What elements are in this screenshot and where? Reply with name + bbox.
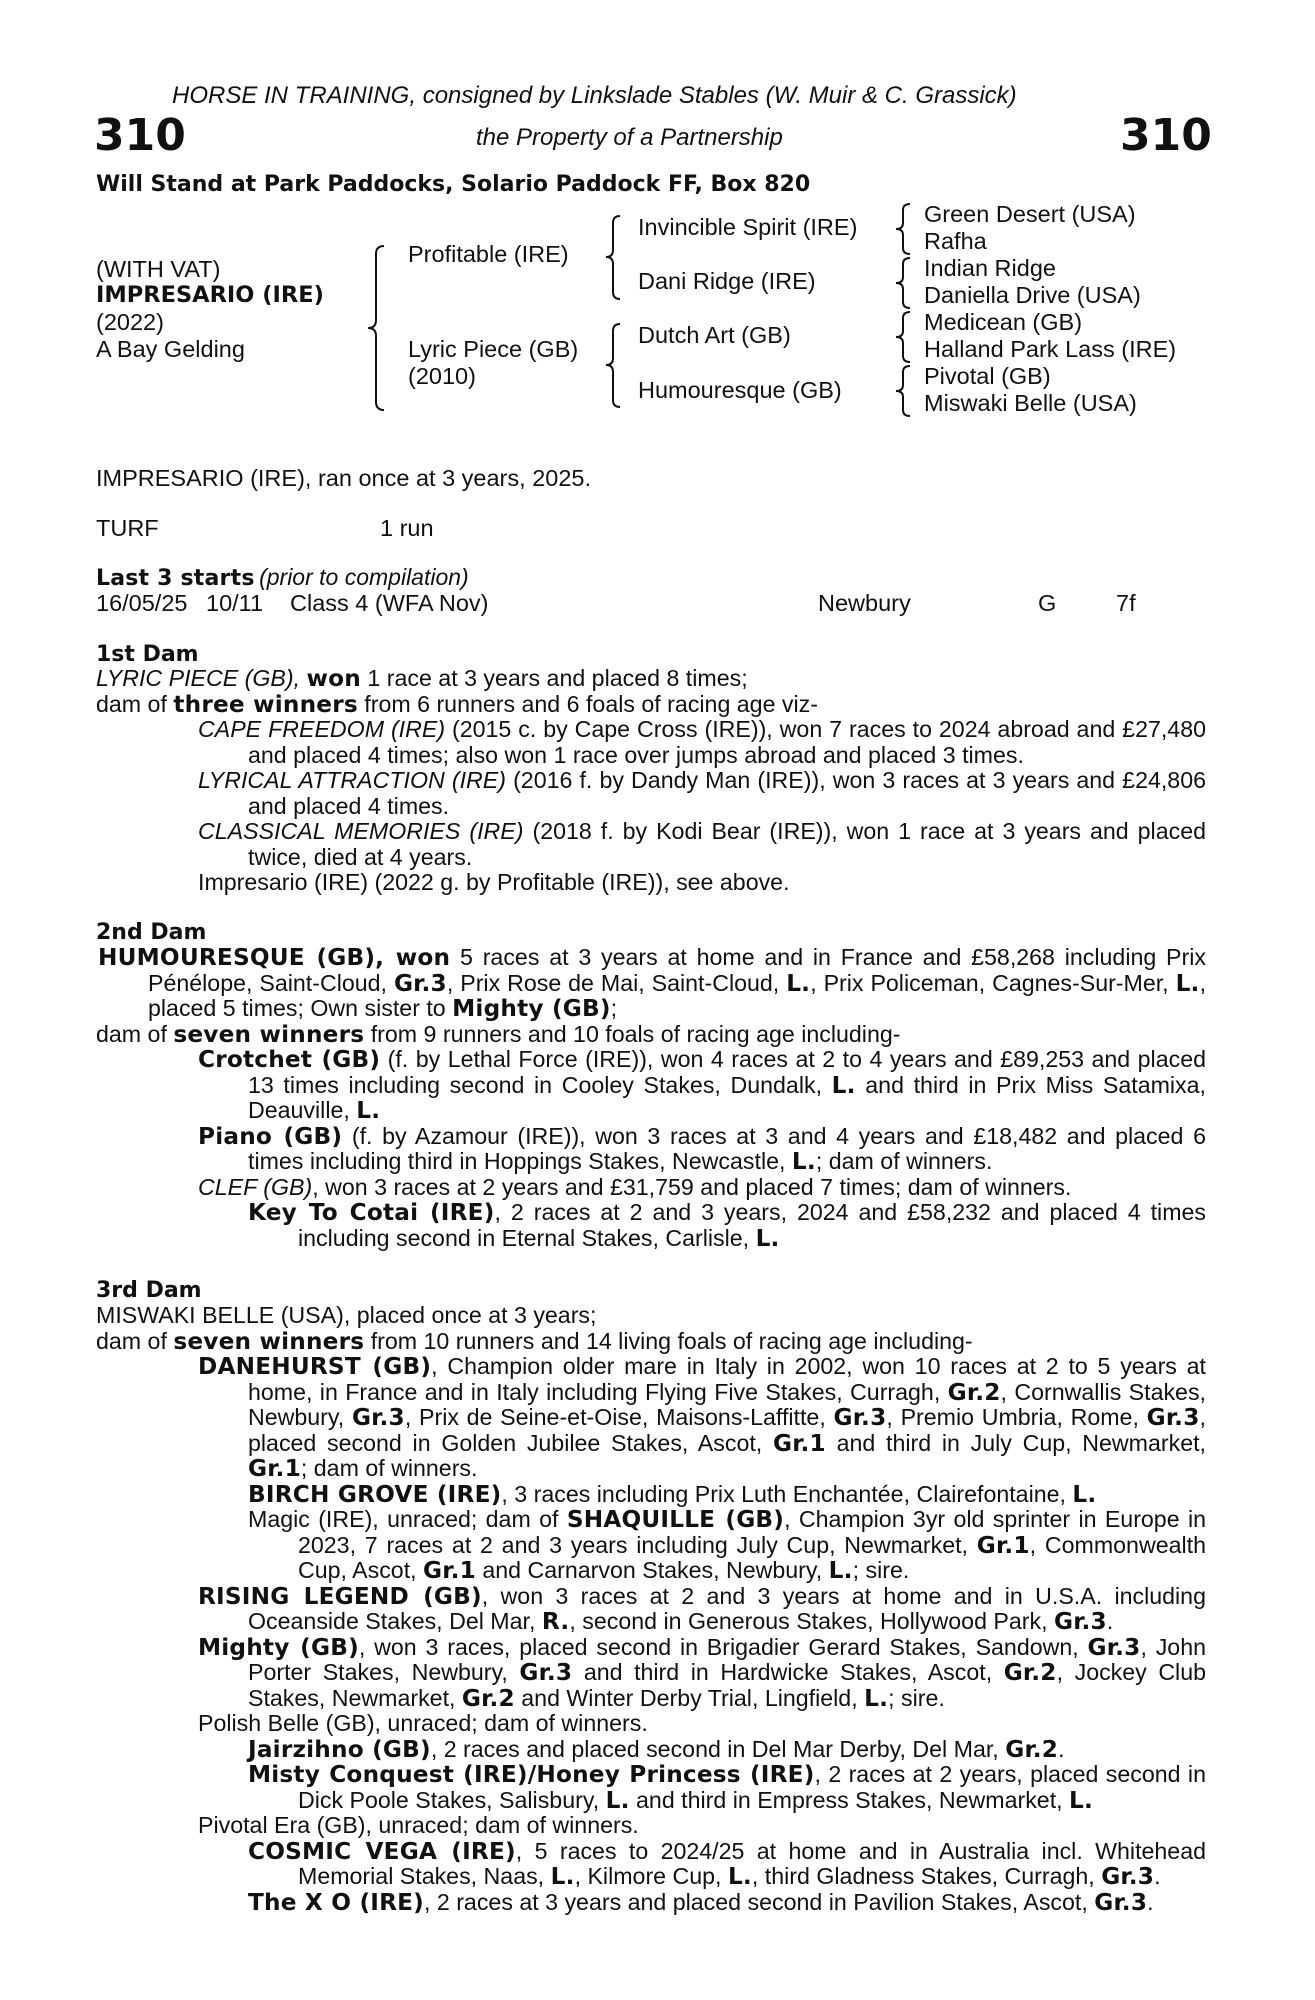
second-dam-text: HUMOURESQUE (GB), won 5 races at 3 years at home and in France and £58,268 including Prix Pénélope, Saint-Cloud, Gr.3, Prix Rose de Mai, Saint-Cloud, L., Prix Policeman, Cagnes-Sur-Mer, L., placed 5 times; Own sister to Mighty (GB); dam of seven winners from 9 runners and 10 foals of racing age including- Crotchet (GB) (f. by Lethal Force (IRE)), won 4 races at 2 to 4 years and £89,253 and placed 13 times including second in Cooley Stakes, Dundalk, L. and third in Prix Miss Satamixa, Deauville, L. Piano (GB) (f. by Azamour (IRE)), won 3 races at 3 and 4 years and £18,482 and placed 6 times including third in Hoppings Stakes, Newcastle, L.; dam of winners. CLEF (GB), won 3 races at 2 years and £31,759 and placed 7 times; dam of winners. Key To Cotai (IRE), 2 races at 2 and 3 years, 2024 and £58,232 and placed 4 times including second in Eternal Stakes, Carlisle, L. <box>96 944 1207 1252</box>
progeny-polish-belle: Polish Belle (GB), unraced; dam of winners. <box>198 1710 648 1736</box>
sire-name: Profitable (IRE) <box>408 241 569 267</box>
progeny-cape-freedom: CAPE FREEDOM (IRE) (2015 c. by Cape Cross (IRE)), won 7 races to 2024 abroad and £27,480 and placed 4 times; also won 1 race over jumps abroad and placed 3 times. <box>198 716 1206 768</box>
third-dam-heading: 3rd Dam <box>96 1278 202 1303</box>
horse-description: A Bay Gelding <box>96 336 245 362</box>
grandprogeny-jairzihno: Jairzihno (GB), 2 races and placed second in Del Mar Derby, Del Mar, Gr.2. <box>248 1735 1065 1763</box>
vat-note: (WITH VAT) <box>96 256 221 282</box>
progeny-mighty: Mighty (GB), won 3 races, placed second in Brigadier Gerard Stakes, Sandown, Gr.3, John Porter Stakes, Newbury, Gr.3 and third in Hardwicke Stakes, Ascot, Gr.2, Jockey Club Stakes, Newmarket, Gr.2 and Winter Derby Trial, Lingfield, L.; sire. <box>198 1633 1207 1712</box>
last-starts-heading-line <box>96 564 469 591</box>
header-consignor: HORSE IN TRAINING, consigned by Linkslade Stables (W. Muir & C. Grassick) <box>172 82 1017 109</box>
progeny-clef: CLEF (GB), won 3 races at 2 years and £31,759 and placed 7 times; dam of winners. <box>198 1173 1072 1200</box>
horse-year: (2022) <box>96 309 164 335</box>
grandprogeny-magic: Magic (IRE), unraced; dam of SHAQUILLE (GB), Champion 3yr old sprinter in Europe in 2023, 7 races at 2 and 3 years including July Cup, Newmarket, Gr.1, Commonwealth Cup, Ascot, Gr.1 and Carnarvon Stakes, Newbury, L.; sire. <box>248 1506 1206 1584</box>
dam-dam-dam: Miswaki Belle (USA) <box>924 390 1137 416</box>
sire-sire-dam: Rafha <box>924 228 987 254</box>
lot-number-right: 310 <box>1120 110 1212 161</box>
brace-sire <box>602 214 626 302</box>
start-position: 10/11 <box>206 590 264 616</box>
lot-number-left: 310 <box>94 110 186 161</box>
dam-sire: Dutch Art (GB) <box>638 322 791 348</box>
progeny-lyrical-attraction: LYRICAL ATTRACTION (IRE) (2016 f. by Dandy Man (IRE)), won 3 races at 3 years and £24,806 and placed 4 times. <box>198 767 1206 819</box>
sire-sire-sire: Green Desert (USA) <box>924 201 1136 227</box>
progeny-pivotal-era: Pivotal Era (GB), unraced; dam of winners. <box>198 1812 639 1838</box>
surface-label: TURF <box>96 515 159 541</box>
dam-sire-dam: Halland Park Lass (IRE) <box>924 336 1177 362</box>
grandprogeny-cosmic-vega: COSMIC VEGA (IRE), 5 races to 2024/25 at home and in Australia incl. Whitehead Memorial Stakes, Naas, L., Kilmore Cup, L., third Gladness Stakes, Curragh, Gr.3. <box>248 1837 1206 1890</box>
dam-year: (2010) <box>408 363 476 389</box>
surface-runs: 1 run <box>380 515 434 541</box>
start-distance: 7f <box>1116 590 1136 616</box>
grandprogeny-the-x-o: The X O (IRE), 2 races at 3 years and placed second in Pavilion Stakes, Ascot, Gr.3. <box>248 1888 1154 1916</box>
start-class: Class 4 (WFA Nov) <box>290 590 489 616</box>
progeny-crotchet: Crotchet (GB) (f. by Lethal Force (IRE)), won 4 races at 2 to 4 years and £89,253 and placed 13 times including second in Cooley Stakes, Dundalk, L. and third in Prix Miss Satamixa, Deauville, L. <box>198 1046 1206 1124</box>
dam-dam-sire: Pivotal (GB) <box>924 363 1051 389</box>
progeny-classical-memories: CLASSICAL MEMORIES (IRE) (2018 f. by Kodi Bear (IRE)), won 1 race at 3 years and placed twice, died at 4 years. <box>198 818 1206 870</box>
last-starts-note: (prior to compilation) <box>259 564 469 590</box>
first-dam-text: LYRIC PIECE (GB), won 1 race at 3 years and placed 8 times; dam of three winners from 6 runners and 6 foals of racing age viz- CAPE FREEDOM (IRE) (2015 c. by Cape Cross (IRE)), won 7 races to 2024 abroad and £27,480 and placed 4 times; also won 1 race over jumps abroad and placed 3 times. LYRICAL ATTRACTION (IRE) (2016 f. by Dandy Man (IRE)), won 3 races at 3 years and £24,806 and placed 4 times. CLASSICAL MEMORIES (IRE) (2018 f. by Kodi Bear (IRE)), won 1 race at 3 years and placed twice, died at 4 years. Impresario (IRE) (2022 g. by Profitable (IRE)), see above. <box>96 665 1206 895</box>
progeny-impresario: Impresario (IRE) (2022 g. by Profitable (IRE)), see above. <box>198 869 790 895</box>
second-dam-heading: 2nd Dam <box>96 920 207 945</box>
progeny-piano: Piano (GB) (f. by Azamour (IRE)), won 3 races at 3 and 4 years and £18,482 and placed 6 times including third in Hoppings Stakes, Newcastle, L.; dam of winners. <box>198 1122 1206 1175</box>
venue-line: Will Stand at Park Paddocks, Solario Paddock FF, Box 820 <box>96 172 811 197</box>
grandprogeny-key-to-cotai: Key To Cotai (IRE), 2 races at 2 and 3 years, 2024 and £58,232 and placed 4 times including second in Eternal Stakes, Carlisle, L. <box>248 1199 1206 1252</box>
grandprogeny-birch-grove: BIRCH GROVE (IRE), 3 races including Prix Luth Enchantée, Clairefontaine, L. <box>248 1480 1097 1508</box>
brace-ds <box>892 310 916 364</box>
dam-sire-sire: Medicean (GB) <box>924 309 1083 335</box>
brace-dd <box>892 364 916 418</box>
sire-sire: Invincible Spirit (IRE) <box>638 214 858 240</box>
sire-dam: Dani Ridge (IRE) <box>638 268 816 294</box>
race-record-summary: IMPRESARIO (IRE), ran once at 3 years, 2025. <box>96 465 592 491</box>
brace-ss <box>892 202 916 256</box>
progeny-rising-legend: RISING LEGEND (GB), won 3 races at 2 and 3 years at home and in U.S.A. including Oceanside Stakes, Del Mar, R., second in Generous Stakes, Hollywood Park, Gr.3. <box>198 1582 1206 1635</box>
third-dam-text: MISWAKI BELLE (USA), placed once at 3 years; dam of seven winners from 10 runners and 14 living foals of racing age including- DANEHURST (GB), Champion older mare in Italy in 2002, won 10 races at 2 to 5 years at home, in France and in Italy including Flying Five Stakes, Curragh, Gr.2, Cornwallis Stakes, Newbury, Gr.3, Prix de Seine-et-Oise, Maisons-Laffitte, Gr.3, Premio Umbria, Rome, Gr.3, placed second in Golden Jubilee Stakes, Ascot, Gr.1 and third in July Cup, Newmarket, Gr.1; dam of winners. BIRCH GROVE (IRE), 3 races including Prix Luth Enchantée, Clairefontaine, L. Magic (IRE), unraced; dam of SHAQUILLE (GB), Champion 3yr old sprinter in Europe in 2023, 7 races at 2 and 3 years including July Cup, Newmarket, Gr.1, Commonwealth Cup, Ascot, Gr.1 and Carnarvon Stakes, Newbury, L.; sire. RISING LEGEND (GB), won 3 races at 2 and 3 years at home and in U.S.A. including Oceanside Stakes, Del Mar, R., second in Generous Stakes, Hollywood Park, Gr.3. Mighty (GB), won 3 races, placed second in Brigadier Gerard Stakes, Sandown, Gr.3, John Porter Stakes, Newbury, Gr.3 and third in Hardwicke Stakes, Ascot, Gr.2, Jockey Club Stakes, Newmarket, Gr.2 and Winter Derby Trial, Lingfield, L.; sire. Polish Belle (GB), unraced; dam of winners. Jairzihno (GB), 2 races and placed second in Del Mar Derby, Del Mar, Gr.2. Misty Conquest (IRE)/Honey Princess (IRE), 2 races at 2 years, placed second in Dick Poole Stakes, Salisbury, L. and third in Empress Stakes, Newmarket, L. Pivotal Era (GB), unraced; dam of winners. COSMIC VEGA (IRE), 5 races to 2024/25 at home and in Australia incl. Whitehead Memorial Stakes, Naas, L., Kilmore Cup, L., third Gladness Stakes, Curragh, Gr.3. The X O (IRE), 2 races at 3 years and placed second in Pavilion Stakes, Ascot, Gr.3. <box>96 1302 1207 1916</box>
last-starts-heading: Last 3 starts <box>96 566 255 591</box>
start-course: Newbury <box>818 590 911 616</box>
start-going: G <box>1038 590 1057 616</box>
horse-name: IMPRESARIO (IRE) <box>96 282 324 308</box>
brace-dam <box>602 322 626 410</box>
progeny-danehurst: DANEHURST (GB), Champion older mare in Italy in 2002, won 10 races at 2 to 5 years at home, in France and in Italy including Flying Five Stakes, Curragh, Gr.2, Cornwallis Stakes, Newbury, Gr.3, Prix de Seine-et-Oise, Maisons-Laffitte, Gr.3, Premio Umbria, Rome, Gr.3, placed second in Golden Jubilee Stakes, Ascot, Gr.1 and third in July Cup, Newmarket, Gr.1; dam of winners. <box>198 1353 1206 1482</box>
start-date: 16/05/25 <box>96 590 188 616</box>
sire-dam-dam: Daniella Drive (USA) <box>924 282 1141 308</box>
dam-name: Lyric Piece (GB) <box>408 336 579 362</box>
dam-dam: Humouresque (GB) <box>638 377 842 403</box>
first-dam-heading: 1st Dam <box>96 642 199 667</box>
grandprogeny-misty-conquest: Misty Conquest (IRE)/Honey Princess (IRE), 2 races at 2 years, placed second in Dick Poole Stakes, Salisbury, L. and third in Empress Stakes, Newmarket, L. <box>248 1761 1206 1814</box>
header-property: the Property of a Partnership <box>476 124 783 151</box>
brace-horse <box>364 244 390 412</box>
brace-sd <box>892 256 916 310</box>
sire-dam-sire: Indian Ridge <box>924 255 1056 281</box>
